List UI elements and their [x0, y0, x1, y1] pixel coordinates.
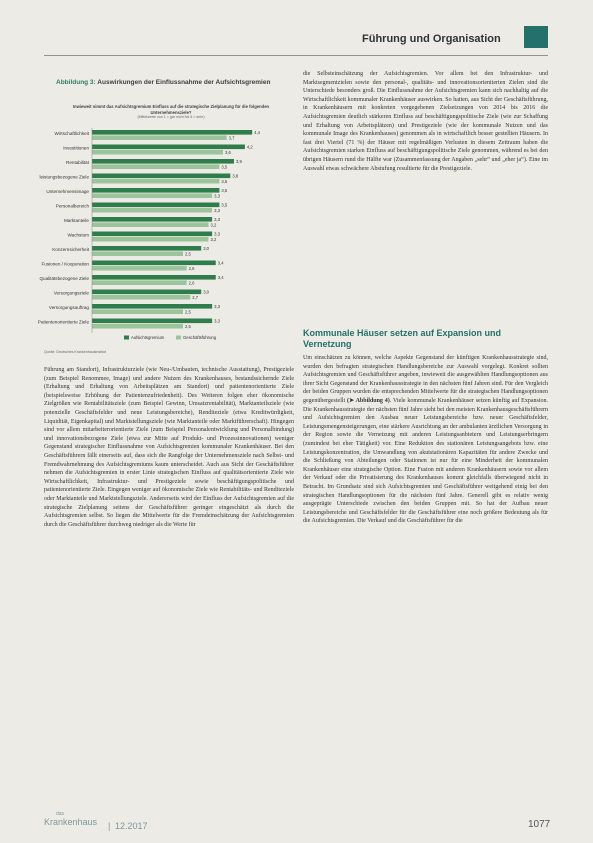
data-label: 3,3	[214, 304, 220, 309]
bar	[92, 222, 208, 227]
footer-logo-small: das	[56, 811, 65, 817]
figure-caption	[56, 78, 286, 87]
bar	[92, 159, 234, 164]
data-label: 3,2	[210, 222, 217, 228]
body-column-right-bottom	[303, 354, 548, 526]
page-header-title: Führung und Organisation	[362, 33, 501, 45]
figure-reference: (➤ Abbildung 4)	[347, 397, 390, 404]
bar	[92, 208, 212, 213]
category-label: Marktanteile	[63, 218, 89, 224]
body-column-left	[44, 366, 294, 529]
category-label: Investitionen	[63, 145, 89, 151]
category-label: Rentabilität	[66, 160, 89, 166]
data-label: 2,6	[188, 280, 195, 286]
figure-title: Auswirkungen der Einflussnahme der Aufsichtsgremien	[97, 79, 271, 86]
page-number: 1077	[528, 819, 551, 830]
bar	[92, 246, 201, 251]
data-label: 3,3	[214, 231, 220, 237]
bar	[92, 261, 216, 266]
bar	[92, 280, 187, 285]
bar	[92, 251, 183, 256]
data-label: 2,5	[185, 251, 191, 257]
bar	[92, 290, 201, 295]
bar	[92, 150, 223, 155]
data-label: 3,5	[221, 178, 228, 184]
bar	[92, 217, 212, 222]
paragraph: die Selbsteinschätzung der Aufsichtsgremien. Vor allem bei den Infrastruktur- und Marktsegmentzielen sowie den personal-, qualitäts- und innovationsorientierten Zielen sind die Unterschiede besonders groß. Die Einflussnahme der Aufsichtsgremien kann sich nachhaltig auf die Wirtschaftlichkeit kommunaler Krankenhäuser auswirken. So hatten, aus Sicht der Geschäftsführung, in Krankenhäusern mit konkreten vorgegebenen Zielsetzungen von 2014 bis 2016 die Aufsichtsgremien deutlich stärkeren Einfluss auf beschäftigungspolitische Ziele (wie zur Schaffung und Erhaltung von Arbeitsplätzen) und Prestigeziele (wie der kommunale Nutzen und das kommunale Image des Krankenhauses) genommen als in wirtschaftlich besser gestellten Häusern. In fast drei Viertel (71 %) der Häuser mit regelmäßigen Verlusten in diesem Zeitraum haben die Aufsichtsgremien starken Einfluss auf beschäftigungspolitische Ziele genommen, während es bei den übrigen Häusern rund die Hälfte war (Zusammenfassung der Angaben „sehr“ und „eher ja“). Eine im Auswahl etwas schwächere Abstufung resultierte für die Prestigeziele.	[303, 71, 548, 172]
footer-logo	[44, 812, 97, 827]
bar	[92, 237, 208, 242]
body-column-right-top	[303, 70, 548, 173]
category-label: Fusionen / Kooperation	[41, 261, 89, 267]
bar	[92, 304, 212, 309]
data-label: 3,6	[225, 149, 231, 155]
category-label: Wirtschaftlichkeit	[54, 131, 89, 137]
category-label: Patientenorientierte Ziele	[37, 319, 89, 325]
paragraph: Führung am Standort), Infrastrukturziele (wie Neu-/Umbauten, technische Ausstattung), Prestigeziele (zum Beispiel Renommee, Image) und andere Nutzen des Krankenhauses, bestandssichernde Ziele (Erhaltung und Erhaltung von Arbeitsplätzen am Standort) und patientenorientierte Ziele (beispielsweise Erhöhung der Patientenzufriedenheit). Des Weiteren folgen eher ökonomische Zielgrößen wie Rentabilitätsziele (zum Beispiel Gewinn, Umsatzrentabilität), Marktanteilsziele (wie potenzielle Geschäftsfelder und neue Leistungsbereiche), Renditeziele (etwa Kreditwürdigkeit, Liquidität, Eigenkapital) und Marktstellungsziele (wie Marktanteile oder Marktführerschaft). Hingegen sind vor allem mitarbeiterorientierte Ziele (zum Beispiel Personalentwicklung und Personalbindung) und innovationsbezogene Ziele (etwa zur Mitte auf Produkt- und Prozessinnovationen) weniger Gegenstand strategischer Einflussnahme von Aufsichtsgremien kommunaler Krankenhäuser. Bei den Geschäftsführern fällt einerseits auf, dass sich die Rangfolge der Unternehmensziele nach Selbst- und Fremdwahrnehmung des Aufsichtsgremiums kaum unterscheidet. Auch aus Sicht der Geschäftsführer nehmen die Aufsichtsgremien in erster Linie strategischen Einfluss auf qualitätsorientierte Ziele wie Wirtschaftlichkeit, Infrastruktur- und Prestigeziele sowie beschäftigungspolitische und patientenorientierte Ziele. Eingegen weniger auf ökonomische Ziele wie Rentabilitäts- und Renditeziele oder Marktanteile und Marktstellungsziele. Andererseits wird der Einfluss der Aufsichtsgremien auf die strategische Zielplanung seitens der Geschäftsführer geringer eingeschätzt als durch die Aufsichtsgremien selbst. So liegen die Mittelwerte für die Fremdeinschätzung der Aufsichtsgremien durch die Geschäftsführer durchweg niedriger als die Werte für	[44, 367, 294, 528]
data-label: 2,5	[185, 309, 191, 315]
bar	[92, 193, 212, 198]
bar	[92, 174, 230, 179]
header-accent-box	[524, 26, 548, 48]
data-label: 2,7	[192, 294, 199, 300]
data-label: 3,3	[214, 207, 220, 213]
footer-issue: 12.2017	[115, 821, 148, 831]
category-label: Wachstum	[67, 232, 89, 238]
bar	[92, 266, 187, 271]
data-label: 3,3	[214, 217, 220, 222]
bar	[92, 145, 245, 150]
category-label: Versorgungsauftrag	[48, 305, 89, 311]
legend-swatch	[176, 336, 181, 340]
legend-label: Geschäftsführung	[183, 335, 217, 340]
data-label: 3,4	[217, 275, 224, 280]
bar-chart	[37, 122, 294, 348]
category-label: Qualitätsbezogene Ziele	[39, 276, 89, 282]
data-label: 3,5	[221, 164, 228, 170]
paragraph-intro: Um einschätzen zu können, welche Aspekte Gegenstand der künftigen Krankenhausstrategie sind, wurden den befragten strategischen Handlungsbereiche zur Auswahl vorgelegt. Konkret sollten Aufsichtsgremien und Geschäftsführer angeben, inwieweit die ausgewählten Handlungsoptionen aus ihrer Sicht Gegenstand der Krankenhausstrategie in den nächsten fünf Jahren sind. Für den Vergleich der beiden Gruppen wurden die entsprechenden Mittelwerte für die strategischen Handlungsoptionen gegenübergestellt	[303, 355, 548, 404]
data-label: 3,4	[217, 260, 224, 266]
footer-logo-text: Krankenhaus	[44, 817, 98, 827]
paragraph	[303, 354, 548, 526]
data-label: 3,0	[203, 246, 210, 251]
bar	[92, 324, 183, 329]
category-label: Personalbereich	[55, 203, 89, 209]
data-label: 3,9	[235, 159, 242, 164]
paragraph-rest: . Viele kommunale Krankenhäuser setzen künftig auf Expansion. Die Krankenhausstrategie der nächsten fünf Jahre sieht bei den meisten Krankenhausgeschäftsführern und Aufsichtsgremien den Ausbau neuer Leistungsbereiche bzw. neuer Geschäftsfelder, Leistungsmengensteigerungen, eine stärkere Ausrichtung an der ambulanten ärztlichen Versorgung in der Region sowie die Vernetzung mit anderen Leistungsanbietern und Leistungserbringern (zumindest bei eher Tätigkeit) vor. Eine Reduktion des stationären Leistungsangebots bzw. eine Leistungskonzentration, die Umwandlung von akutstationären Kapazitäten für andere Zwecke und die Schließung von Abteilungen oder Stationen ist nur für eine Minderheit der kommunalen Krankenhäuser eine strategische Option. Eine Fusion mit anderen Krankenhäusern sowie vor allem der Verkauf oder die Privatisierung des Krankenhauses kommt gleichfalls überwiegend nicht in Betracht. Im Grundsatz sind sich Aufsichtsgremien und Geschäftsführer weitgehend einig bei den strategischen Handlungsoptionen für die nächsten fünf Jahre. Generell gibt es relativ wenig ausgeprägte Unterschiede zwischen den beiden Gruppen mit. So hat der Aufbau neuer Leistungsbereiche und Geschäftsfelder für die Geschäftsführer eine noch größere Bedeutung als für die Aufsichtsgremien. Die Verkauf und die Geschäftsführer für die	[303, 397, 549, 525]
data-label: 3,3	[214, 318, 220, 324]
data-label: 3,5	[221, 202, 228, 208]
section-heading: Kommunale Häuser setzen auf Expansion und Vernetzung	[303, 328, 502, 349]
figure	[37, 70, 294, 360]
data-label: 3,7	[228, 135, 235, 141]
category-label: leistungsbezogene Ziele	[39, 174, 89, 180]
data-label: 2,6	[188, 265, 195, 271]
category-label: Versorgungsziele	[53, 290, 89, 296]
data-label: 3,5	[221, 188, 228, 193]
data-label: 4,2	[246, 144, 253, 150]
footer-separator: |	[108, 821, 111, 831]
bar	[92, 319, 212, 324]
legend-swatch	[124, 336, 129, 340]
bar	[92, 295, 190, 300]
bar	[92, 135, 227, 140]
bar	[92, 164, 219, 169]
data-label: 3,8	[232, 173, 239, 179]
bar	[92, 203, 219, 208]
figure-label: Abbildung 3:	[56, 79, 96, 86]
header-rule	[44, 55, 548, 56]
legend-label: Aufsichtsgremium	[131, 335, 165, 340]
bar	[92, 275, 216, 280]
data-label: 3,0	[203, 289, 210, 295]
bar	[92, 232, 212, 237]
data-label: 2,5	[185, 323, 191, 329]
figure-question: Inwieweit nimmt das Aufsichtsgremium Einfluss auf die strategische Zielplanung für die folgenden Unternehmensziele?	[72, 104, 270, 115]
bar	[92, 188, 219, 193]
category-label: Unternehmensimage	[46, 189, 89, 195]
data-label: 3,2	[210, 236, 217, 242]
figure-source: Quelle: Deutsches Krankenhausinstitut	[44, 350, 106, 354]
bar	[92, 130, 252, 135]
data-label: 3,3	[214, 193, 220, 199]
data-label: 4,4	[254, 130, 260, 135]
figure-subquestion: (Mittelwerte von 1 = gar nicht bis 5 = sehr)	[137, 115, 205, 119]
category-label: Konzernsicherheit	[52, 247, 89, 253]
bar	[92, 309, 183, 314]
bar	[92, 179, 219, 184]
